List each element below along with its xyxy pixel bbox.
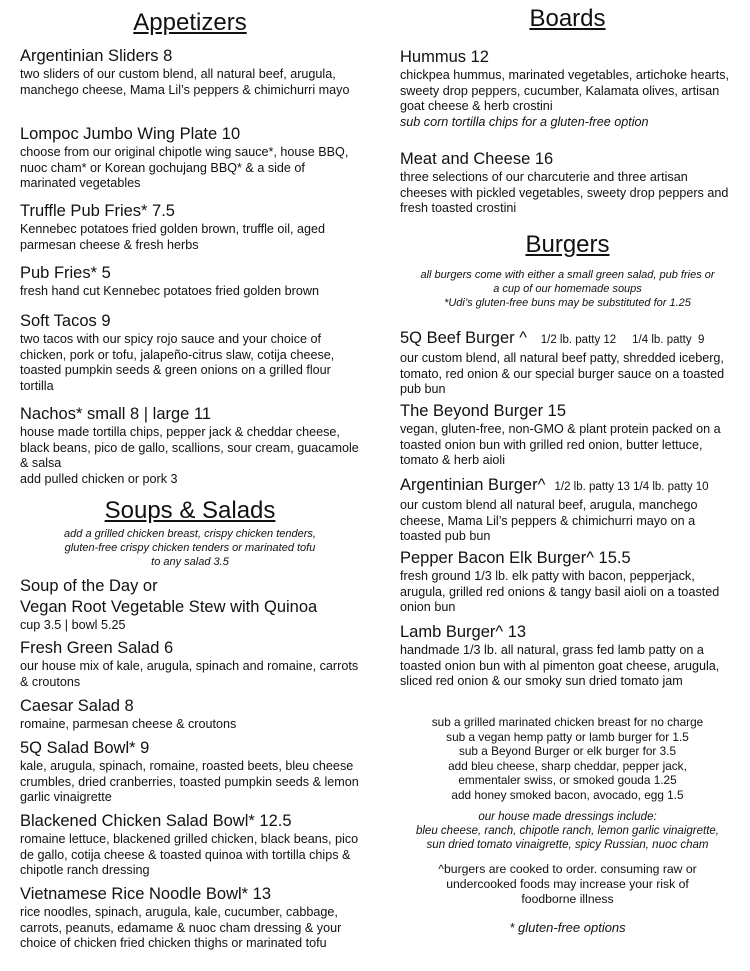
menu-item: [20, 201, 360, 253]
menu-item: [400, 622, 735, 690]
item-name: [400, 328, 735, 351]
item-desc: our custom blend all natural beef, arugula, manchego cheese, Mama Lil’s peppers & chimichurri mayo on a toasted pub bun: [400, 498, 698, 543]
menu-item: [20, 124, 360, 192]
menu-item: [20, 46, 360, 98]
item-desc: vegan, gluten-free, non-GMO & plant protein packed on a toasted onion bun with grilled red onion, butter lettuce, tomato & herb aioli: [400, 422, 721, 467]
gluten-free-note: * gluten-free options: [509, 920, 626, 935]
menu-item: [20, 738, 360, 806]
burger-note: [400, 268, 735, 310]
item-name: Hummus 12: [400, 48, 489, 66]
sub-line: sub a Beyond Burger or elk burger for 3.5: [458, 744, 677, 759]
item-desc: house made tortilla chips, pepper jack & cheddar cheese, black beans, pico de gallo, scallions, sour cream, guacamole & salsa: [20, 425, 359, 470]
salad-note: [20, 527, 360, 569]
item-desc: fresh ground 1/3 lb. elk patty with bacon, pepperjack, arugula, grilled red onions & tangy basil aioli on a toasted onion bun: [400, 569, 720, 614]
item-desc: romaine lettuce, blackened grilled chicken, black beans, pico de gallo, cotija cheese & toasted quinoa with tortilla chips & chipotle ranch dressing: [20, 832, 359, 877]
item-desc: two tacos with our spicy rojo sauce and your choice of chicken, pork or tofu, jalapeño-citrus slaw, cotija cheese, toasted pumpkin seeds & green onions on a grilled flour tortilla: [20, 332, 335, 393]
raw-food-warning: [400, 862, 735, 907]
item-name: The Beyond Burger 15: [400, 402, 567, 420]
note-line: all burgers come with either a small green salad, pub fries or: [420, 269, 715, 281]
dressing-line: bleu cheese, ranch, chipotle ranch, lemon garlic vinaigrette,: [415, 825, 719, 837]
sub-line: sub a vegan hemp patty or lamb burger for 1.5: [446, 729, 689, 744]
burger-subs: [400, 715, 735, 803]
item-title: Argentinian Burger^: [400, 476, 546, 494]
item-name: Pepper Bacon Elk Burger^ 15.5: [400, 549, 631, 567]
item-desc: our house mix of kale, arugula, spinach and romaine, carrots & croutons: [20, 659, 359, 689]
item-name: Nachos* small 8 | large 11: [20, 405, 212, 423]
soups-salads-title: Soups & Salads: [104, 497, 276, 524]
menu-item: [400, 401, 735, 469]
item-name: Fresh Green Salad 6: [20, 639, 174, 657]
menu-item: [400, 475, 735, 545]
item-desc: kale, arugula, spinach, romaine, roasted beets, bleu cheese crumbles, dried cranberries, toasted pumpkin seeds & lemon garlic vinaigrette: [20, 759, 359, 804]
item-desc: rice noodles, spinach, arugula, kale, cucumber, cabbage, carrots, peanuts, edamame & nuoc cham dressing & your choice of chicken fried chicken thighs or marinated tofu: [20, 905, 342, 950]
sub-line: add bleu cheese, sharp cheddar, pepper jack,: [448, 758, 687, 773]
item-name: Soup of the Day or: [20, 577, 158, 595]
note-line: add a grilled chicken breast, crispy chicken tenders,: [64, 528, 316, 540]
item-name: Vietnamese Rice Noodle Bowl* 13: [20, 885, 272, 903]
item-desc: romaine, parmesan cheese & croutons: [20, 717, 237, 731]
menu-item: [400, 328, 735, 398]
menu-item: [20, 263, 360, 300]
note-line: to any salad 3.5: [151, 556, 229, 568]
item-name: Lompoc Jumbo Wing Plate 10: [20, 125, 241, 143]
menu-item: [20, 811, 360, 879]
boards-title: Boards: [529, 5, 606, 32]
dressing-line: our house made dressings include:: [478, 811, 657, 823]
item-desc: choose from our original chipotle wing sauce*, house BBQ, nuoc cham* or Korean gochujang BBQ* & a side of marinated vegetables: [20, 145, 349, 190]
item-desc: Kennebec potatoes fried golden brown, truffle oil, aged parmesan cheese & fresh herbs: [20, 222, 326, 252]
menu-item: [20, 696, 360, 733]
sub-line: emmentaler swiss, or smoked gouda 1.25: [458, 773, 677, 788]
burgers-title: Burgers: [525, 231, 610, 258]
item-name: Caesar Salad 8: [20, 697, 134, 715]
menu-item: [400, 548, 735, 616]
warning-line: undercooked foods may increase your risk of: [446, 877, 689, 891]
warning-line: ^burgers are cooked to order. consuming raw or: [438, 862, 697, 876]
item-addon: add pulled chicken or pork 3: [20, 471, 178, 486]
menu-item: [20, 404, 360, 487]
menu-item: [20, 638, 360, 690]
item-title: 5Q Beef Burger ^: [400, 329, 527, 347]
item-name: Blackened Chicken Salad Bowl* 12.5: [20, 812, 292, 830]
menu-item: [20, 311, 360, 394]
note-line: *Udi’s gluten-free buns may be substituted for 1.25: [444, 297, 691, 309]
item-desc: chickpea hummus, marinated vegetables, artichoke hearts, sweety drop peppers, cucumber, Kalamata olives, artisan goat cheese & herb crostini: [400, 68, 730, 113]
sub-line: add honey smoked bacon, avocado, egg 1.5: [451, 787, 684, 802]
warning-line: foodborne illness: [521, 892, 614, 906]
soup-item: [20, 576, 360, 634]
item-desc: handmade 1/3 lb. all natural, grass fed lamb patty on a toasted onion bun with al pimenton goat cheese, arugula, sliced red onion & our smoky sun dried tomato jam: [400, 643, 720, 688]
item-name: Soft Tacos 9: [20, 312, 111, 330]
menu-item: [400, 149, 735, 217]
soup-price: cup 3.5 | bowl 5.25: [20, 618, 126, 632]
item-desc: three selections of our charcuterie and three artisan cheeses with pickled vegetables, sweety drop peppers and fresh toasted crostini: [400, 170, 729, 215]
dressing-line: sun dried tomato vinaigrette, spicy Russian, nuoc cham: [426, 839, 709, 851]
item-desc: fresh hand cut Kennebec potatoes fried golden brown: [20, 284, 319, 298]
item-price: 1/2 lb. patty 12 1/4 lb. patty 9: [540, 334, 705, 346]
appetizers-title: Appetizers: [133, 9, 247, 36]
note-line: a cup of our homemade soups: [493, 283, 642, 295]
menu-item: [20, 884, 360, 952]
item-name: Meat and Cheese 16: [400, 150, 554, 168]
item-name: Truffle Pub Fries* 7.5: [20, 202, 175, 220]
item-name: Vegan Root Vegetable Stew with Quinoa: [20, 598, 318, 616]
dressings-note: [400, 810, 735, 852]
item-name: [400, 475, 735, 498]
item-name: Lamb Burger^ 13: [400, 623, 527, 641]
note-line: gluten-free crispy chicken tenders or marinated tofu: [64, 542, 316, 554]
item-price: 1/2 lb. patty 13 1/4 lb. patty 10: [554, 481, 709, 493]
item-name: Argentinian Sliders 8: [20, 47, 173, 65]
sub-line: sub a grilled marinated chicken breast for no charge: [431, 715, 704, 729]
item-name: 5Q Salad Bowl* 9: [20, 739, 150, 757]
item-desc: two sliders of our custom blend, all natural beef, arugula, manchego cheese, Mama Lil’s peppers & chimichurri mayo: [20, 67, 350, 97]
menu-item: [400, 47, 735, 130]
item-italic-note: sub corn tortilla chips for a gluten-free option: [400, 114, 649, 129]
item-desc: our custom blend, all natural beef patty, shredded iceberg, tomato, red onion & our special burger sauce on a toasted pub bun: [400, 351, 725, 396]
item-name: Pub Fries* 5: [20, 264, 111, 282]
